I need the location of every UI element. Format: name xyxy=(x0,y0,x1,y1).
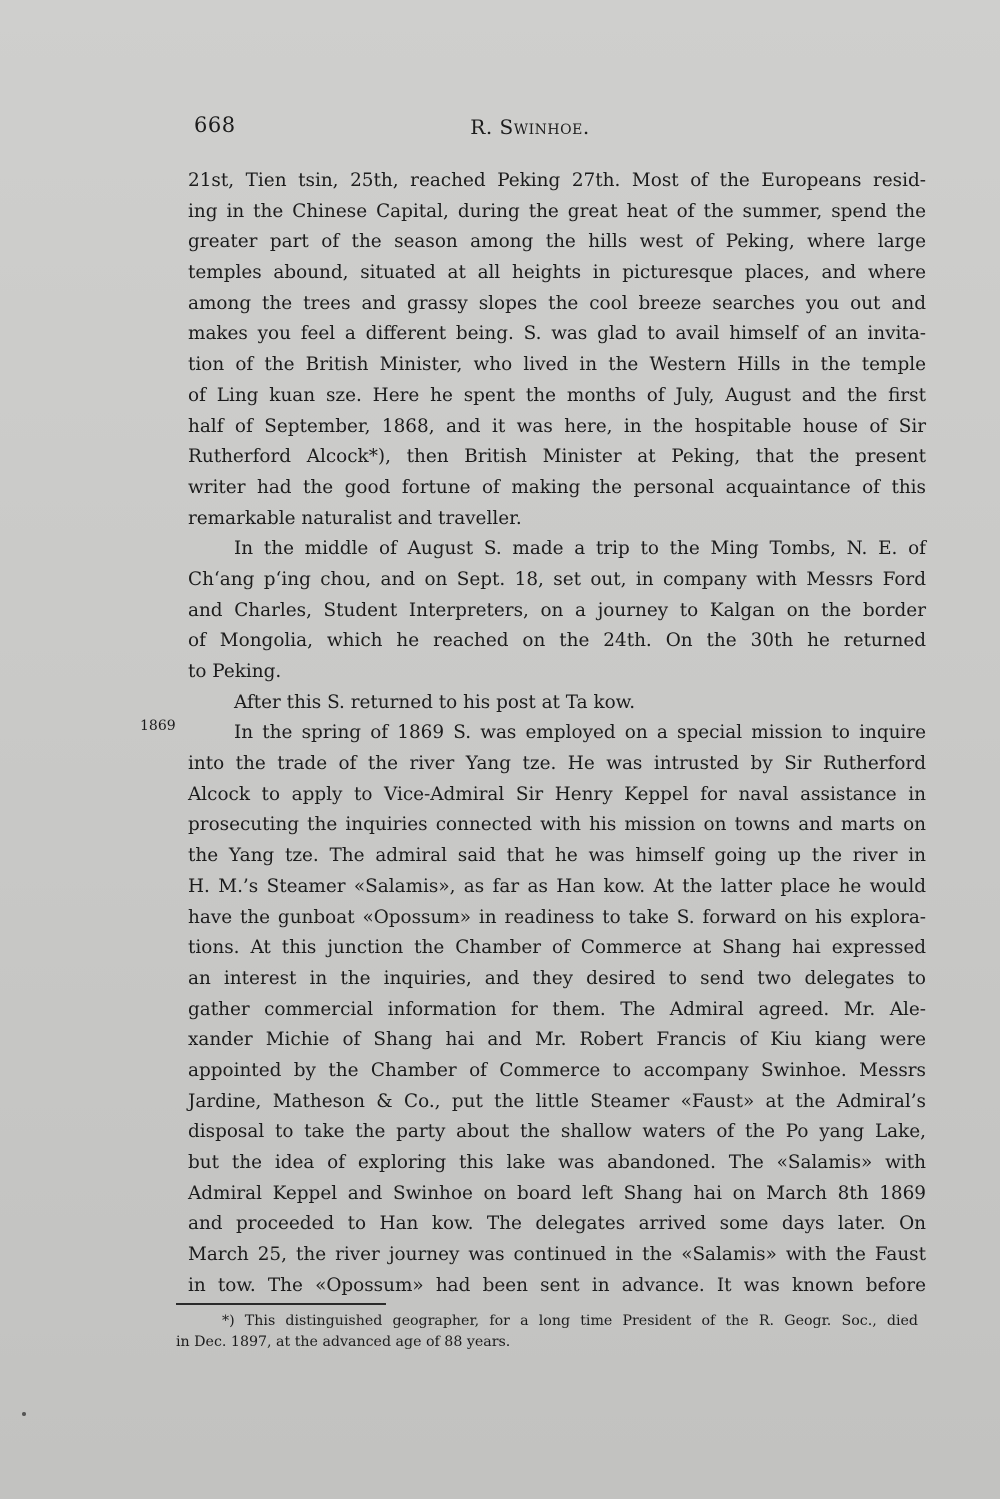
text-line: gather commercial information for them. The Admiral agreed. Mr. Ale- xyxy=(188,998,926,1020)
text-line: Alcock to apply to Vice-Admiral Sir Henry Keppel for naval assistance in xyxy=(188,783,926,805)
text-line: and proceeded to Han kow. The delegates arrived some days later. On xyxy=(188,1213,926,1235)
text-line: In the middle of August S. made a trip to the Ming Tombs, N. E. of xyxy=(234,538,926,560)
footnote-divider xyxy=(176,1303,386,1305)
text-line: makes you feel a different being. S. was glad to avail himself of an invita- xyxy=(188,323,926,345)
text-line: disposal to take the party about the shallow waters of the Po yang Lake, xyxy=(188,1121,926,1143)
text-line: greater part of the season among the hills west of Peking, where large xyxy=(188,231,926,253)
text-line: H. M.’s Steamer «Salamis», as far as Han kow. At the latter place he would xyxy=(188,875,926,897)
text-line: but the idea of exploring this lake was abandoned. The «Salamis» with xyxy=(188,1152,926,1173)
text-line: Jardine, Matheson & Co., put the little Steamer «Faust» at the Admiral’s xyxy=(188,1090,926,1112)
text-line: of Mongolia, which he reached on the 24th. On the 30th he returned xyxy=(188,630,926,652)
text-line: In the spring of 1869 S. was employed on a special mission to inquire xyxy=(234,722,926,744)
text-line: xander Michie of Shang hai and Mr. Robert Francis of Kiu kiang were xyxy=(188,1029,926,1051)
text-line: to Peking. xyxy=(188,661,282,682)
text-line: into the trade of the river Yang tze. He was intrusted by Sir Rutherford xyxy=(188,753,926,775)
margin-year-note: 1869 xyxy=(140,718,176,734)
text-line: half of September, 1868, and it was here, in the hospitable house of Sir xyxy=(188,415,926,437)
text-line: in tow. The «Opossum» had been sent in advance. It was known before xyxy=(188,1274,926,1296)
text-line: ing in the Chinese Capital, during the great heat of the summer, spend the xyxy=(188,200,926,222)
footnote-line: *) This distinguished geographer, for a long time President of the R. Geogr. Soc., died xyxy=(222,1313,918,1329)
text-line: and Charles, Student Interpreters, on a journey to Kalgan on the border xyxy=(188,599,926,621)
text-line: Admiral Keppel and Swinhoe on board left Shang hai on March 8th 1869 xyxy=(188,1182,926,1204)
text-line: appointed by the Chamber of Commerce to accompany Swinhoe. Messrs xyxy=(188,1059,926,1081)
paper-speck xyxy=(22,1412,26,1416)
text-line: have the gunboat «Opossum» in readiness to take S. forward on his explora- xyxy=(188,906,926,928)
text-line: temples abound, situated at all heights in picturesque places, and where xyxy=(188,262,926,284)
text-line: writer had the good fortune of making the personal acquaintance of this xyxy=(188,476,926,498)
footnote xyxy=(176,1311,918,1353)
text-line: the Yang tze. The admiral said that he was himself going up the river in xyxy=(188,845,926,867)
text-line: 21st, Tien tsin, 25th, reached Peking 27th. Most of the Europeans resid- xyxy=(188,170,926,191)
text-line: Ch‘ang p‘ing chou, and on Sept. 18, set out, in company with Messrs Ford xyxy=(188,568,926,590)
text-line: tion of the British Minister, who lived in the Western Hills in the temple xyxy=(188,354,926,376)
text-line: After this S. returned to his post at Ta kow. xyxy=(234,691,636,713)
footnote-line: in Dec. 1897, at the advanced age of 88 years. xyxy=(176,1334,511,1350)
running-head: R. Swinhoe. xyxy=(470,115,590,139)
text-line: prosecuting the inquiries connected with his mission on towns and marts on xyxy=(188,814,926,836)
text-line: an interest in the inquiries, and they desired to send two delegates to xyxy=(188,967,926,989)
page-number: 668 xyxy=(194,113,236,137)
text-line: remarkable naturalist and traveller. xyxy=(188,507,522,529)
text-line: Rutherford Alcock*), then British Minister at Peking, that the present xyxy=(188,446,926,468)
text-line: March 25, the river journey was continued in the «Salamis» with the Faust xyxy=(188,1244,926,1266)
text-line: tions. At this junction the Chamber of Commerce at Shang hai expressed xyxy=(188,937,926,959)
body-text xyxy=(188,166,926,1301)
text-line: among the trees and grassy slopes the cool breeze searches you out and xyxy=(188,292,926,314)
text-line: of Ling kuan sze. Here he spent the months of July, August and the first xyxy=(188,384,926,406)
